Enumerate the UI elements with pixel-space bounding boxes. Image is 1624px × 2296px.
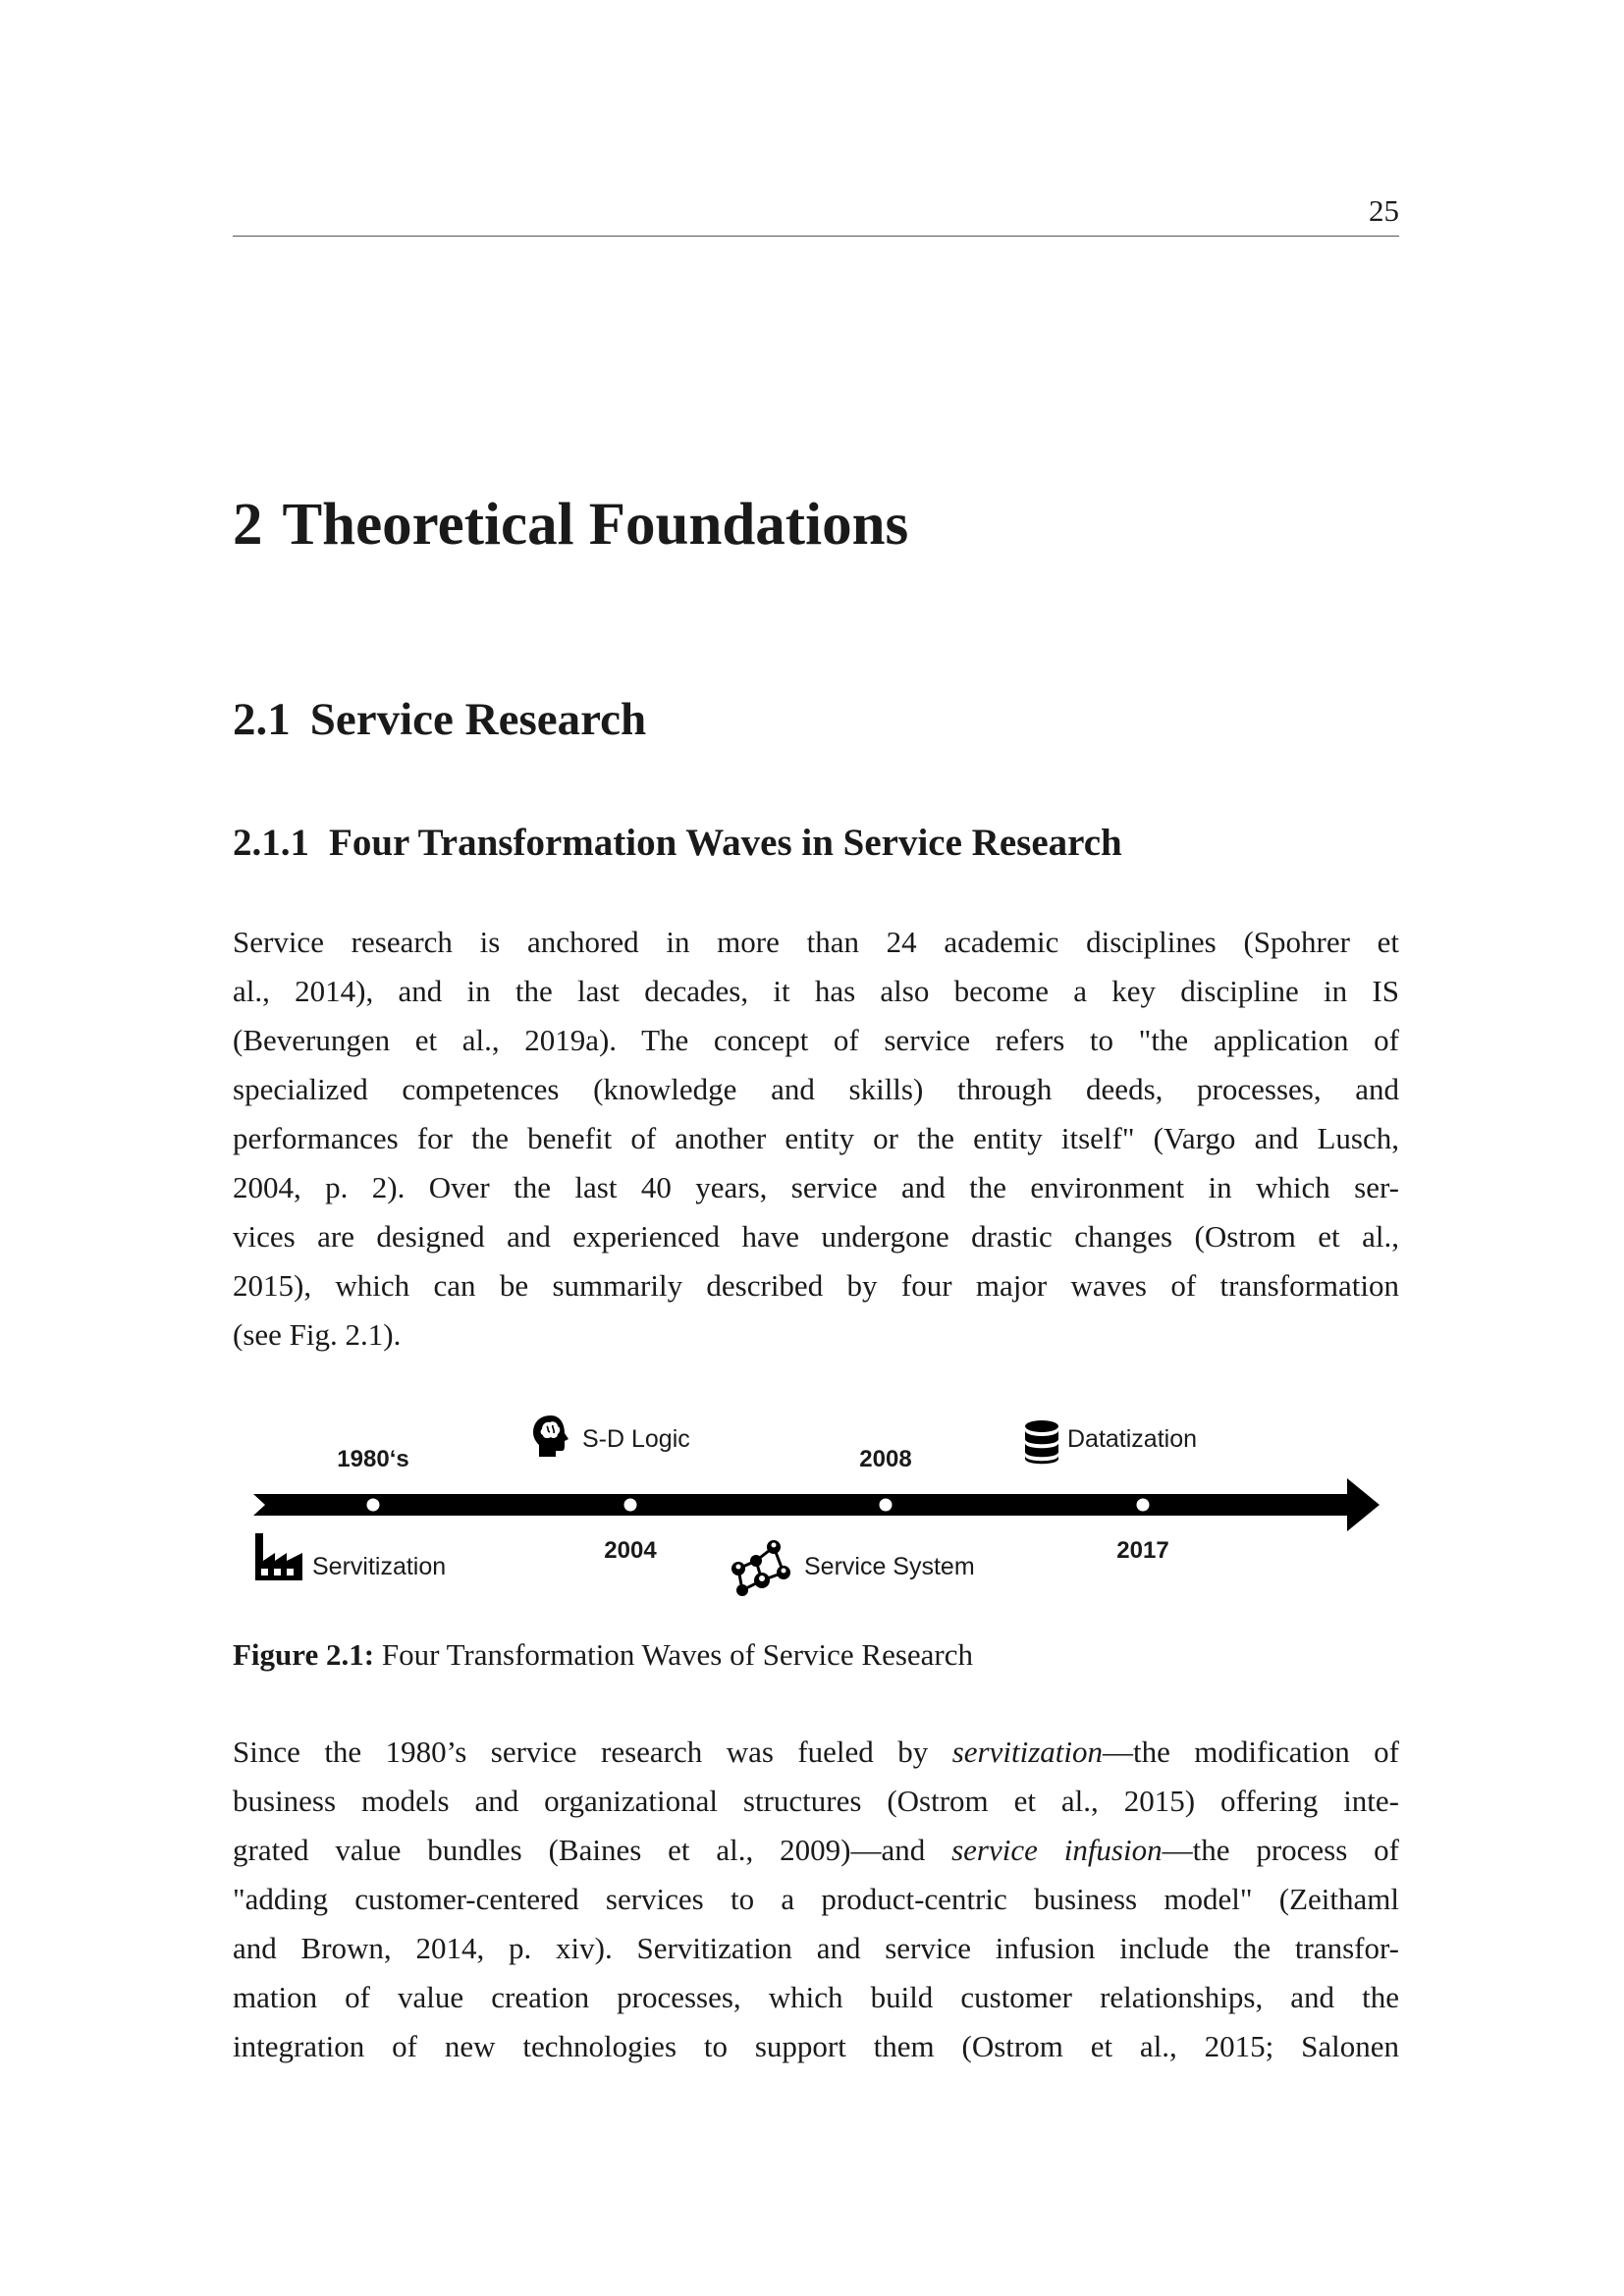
label-sd-logic: S-D Logic (582, 1425, 690, 1453)
text-line: specialized competences (knowledge and skills) through deeds, processes, and (233, 1072, 1399, 1106)
timeline-dot (880, 1499, 893, 1512)
text-line (233, 1728, 1399, 1777)
text-segment: grated value bundles (Baines et al., 2009)—and (233, 1833, 952, 1867)
text-line: vices are designed and experienced have undergone drastic changes (Ostrom et al., (233, 1219, 1399, 1254)
figure-caption-text: Four Transformation Waves of Service Research (381, 1637, 973, 1672)
section-title-text: Service Research (309, 694, 647, 745)
timeline-dot (1137, 1499, 1150, 1512)
text-line: "adding customer-centered services to a product-centric business model" (Zeithaml (233, 1882, 1399, 1916)
label-datatization: Datatization (1067, 1425, 1198, 1453)
text-line: integration of new technologies to support them (Ostrom et al., 2015; Salonen (233, 2029, 1399, 2063)
text-line: and Brown, 2014, p. xiv). Servitization and service infusion include the transfor- (233, 1931, 1399, 1965)
chapter-number: 2 (233, 492, 263, 558)
timeline-arrow-shape (253, 1478, 1380, 1531)
text-line: al., 2014), and in the last decades, it has also become a key discipline in IS (233, 974, 1399, 1008)
brain-head-icon (530, 1414, 571, 1459)
figure-caption-label: Figure 2.1: (233, 1637, 375, 1672)
text-line (233, 1826, 1399, 1875)
text-segment: —the process of (1162, 1833, 1399, 1867)
chapter-title-text: Theoretical Foundations (282, 492, 909, 558)
subsection-title-text: Four Transformation Waves in Service Research (329, 822, 1122, 864)
year-label-2008: 2008 (859, 1446, 912, 1472)
year-label-2004: 2004 (604, 1537, 657, 1564)
text-segment: —the modification of (1102, 1735, 1399, 1769)
factory-icon (253, 1531, 304, 1582)
text-line: 2015), which can be summarily described by four major waves of transformation (233, 1268, 1399, 1303)
text-line: 2004, p. 2). Over the last 40 years, service and the environment in which ser- (233, 1170, 1399, 1204)
text-line: Service research is anchored in more than 24 academic disciplines (Spohrer et (233, 925, 1399, 959)
text-line: (see Fig. 2.1). (233, 1317, 402, 1352)
label-service-system: Service System (804, 1553, 975, 1580)
subsection-number: 2.1.1 (233, 822, 309, 864)
page-number: 25 (1369, 193, 1399, 228)
figure-caption (233, 1637, 973, 1673)
text-line: performances for the benefit of another entity or the entity itself" (Vargo and Lusch, (233, 1121, 1399, 1155)
text-line: business models and organizational structures (Ostrom et al., 2015) offering inte- (233, 1784, 1399, 1818)
year-label-1980s: 1980‘s (337, 1446, 409, 1472)
network-icon (727, 1537, 795, 1602)
timeline-dot (624, 1499, 637, 1512)
paragraph-2 (233, 1728, 1399, 2071)
text-line: (Beverungen et al., 2019a). The concept of service refers to "the application of (233, 1023, 1399, 1057)
italic-term: servitization (951, 1735, 1103, 1769)
section-number: 2.1 (233, 694, 291, 745)
text-line: mation of value creation processes, which build customer relationships, and the (233, 1980, 1399, 2014)
timeline-dot (367, 1499, 380, 1512)
text-segment: Since the 1980’s service research was fueled by (233, 1735, 952, 1769)
database-icon (1023, 1419, 1060, 1465)
year-label-2017: 2017 (1116, 1537, 1169, 1564)
italic-term: service infusion (951, 1833, 1163, 1867)
label-servitization: Servitization (312, 1553, 447, 1580)
